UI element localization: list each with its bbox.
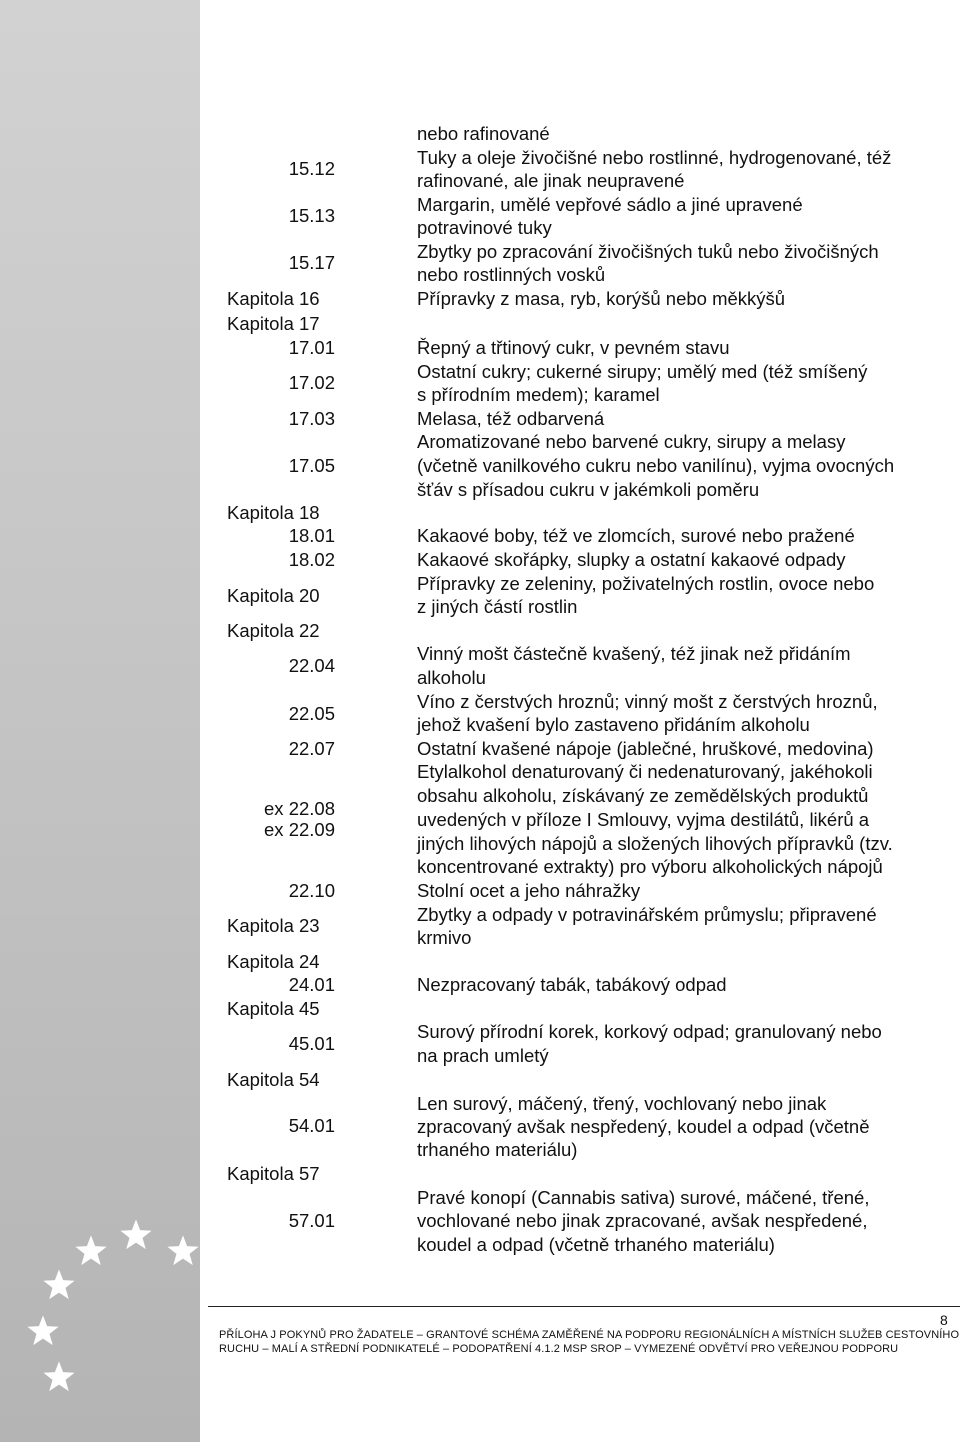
item-description: Melasa, též odbarvená bbox=[417, 408, 605, 429]
item-description: Zbytky a odpady v potravinářském průmyslu; připravené bbox=[417, 904, 877, 925]
item-code: 22.07 bbox=[288, 738, 335, 759]
chapter-heading: Kapitola 22 bbox=[227, 620, 320, 641]
item-description: z jiných částí rostlin bbox=[417, 596, 578, 617]
star-icon bbox=[26, 1314, 60, 1348]
item-description: potravinové tuky bbox=[417, 217, 552, 238]
item-code: ex 22.09 bbox=[264, 819, 335, 840]
item-description: Margarin, umělé vepřové sádlo a jiné upravené bbox=[417, 194, 803, 215]
item-description: Etylalkohol denaturovaný či nedenaturovaný, jakéhokoli bbox=[417, 761, 873, 782]
item-description: obsahu alkoholu, získávaný ze zemědělských produktů bbox=[417, 785, 869, 806]
item-description: Len surový, máčený, třený, vochlovaný nebo jinak bbox=[417, 1093, 827, 1114]
page-number: 8 bbox=[940, 1312, 948, 1328]
item-code: 17.02 bbox=[288, 372, 335, 393]
item-description: Řepný a třtinový cukr, v pevném stavu bbox=[417, 337, 730, 358]
star-icon bbox=[119, 1218, 153, 1252]
item-description: Kakaové skořápky, slupky a ostatní kakaové odpady bbox=[417, 549, 846, 570]
item-code: 24.01 bbox=[288, 974, 335, 995]
star-icon bbox=[74, 1234, 108, 1268]
item-description: rafinované, ale jinak neupravené bbox=[417, 170, 685, 191]
item-description: Vinný mošt částečně kvašený, též jinak než přidáním bbox=[417, 643, 851, 664]
item-code: 18.01 bbox=[288, 525, 335, 546]
item-description: s přírodním medem); karamel bbox=[417, 384, 660, 405]
chapter-heading: Kapitola 16 bbox=[227, 288, 320, 309]
item-description: zpracovaný avšak nespředený, koudel a odpad (včetně bbox=[417, 1116, 870, 1137]
star-icon bbox=[166, 1234, 200, 1268]
item-code: 22.04 bbox=[288, 655, 335, 676]
chapter-heading: Kapitola 24 bbox=[227, 951, 320, 972]
chapter-heading: Kapitola 57 bbox=[227, 1163, 320, 1184]
item-description: trhaného materiálu) bbox=[417, 1139, 578, 1160]
chapter-heading: Kapitola 20 bbox=[227, 585, 320, 606]
item-code: ex 22.08 bbox=[264, 798, 335, 819]
item-description: nebo rafinované bbox=[417, 123, 550, 144]
item-description: šťáv s přísadou cukru v jakémkoli poměru bbox=[417, 479, 760, 500]
item-description: Pravé konopí (Cannabis sativa) surové, máčené, třené, bbox=[417, 1187, 870, 1208]
item-description: Přípravky z masa, ryb, korýšů nebo měkkýšů bbox=[417, 288, 786, 309]
footer-divider bbox=[208, 1306, 960, 1307]
item-code: 15.17 bbox=[288, 252, 335, 273]
item-description: Aromatizované nebo barvené cukry, sirupy a melasy bbox=[417, 431, 846, 452]
item-code: 22.10 bbox=[288, 880, 335, 901]
item-code: 22.05 bbox=[288, 703, 335, 724]
item-description: Nezpracovaný tabák, tabákový odpad bbox=[417, 974, 727, 995]
star-icon bbox=[42, 1360, 76, 1394]
item-code: 45.01 bbox=[288, 1033, 335, 1054]
item-description: Stolní ocet a jeho náhražky bbox=[417, 880, 641, 901]
chapter-heading: Kapitola 45 bbox=[227, 998, 320, 1019]
item-description: jiných lihových nápojů a složených lihových přípravků (tzv. bbox=[417, 833, 893, 854]
item-description: koncentrované extrakty) pro výboru alkoholických nápojů bbox=[417, 856, 883, 877]
star-icon bbox=[42, 1268, 76, 1302]
item-description: Zbytky po zpracování živočišných tuků nebo živočišných bbox=[417, 241, 879, 262]
item-description: Ostatní kvašené nápoje (jablečné, hruškové, medovina) bbox=[417, 738, 874, 759]
item-description: uvedených v příloze I Smlouvy, vyjma destilátů, likérů a bbox=[417, 809, 870, 830]
item-code: 54.01 bbox=[288, 1115, 335, 1136]
item-description: vochlované nebo jinak zpracované, avšak nespředené, bbox=[417, 1210, 868, 1231]
chapter-heading: Kapitola 54 bbox=[227, 1069, 320, 1090]
item-description: Víno z čerstvých hroznů; vinný mošt z čerstvých hroznů, bbox=[417, 691, 878, 712]
item-code: 15.13 bbox=[288, 205, 335, 226]
item-description: koudel a odpad (včetně trhaného materiálu) bbox=[417, 1234, 775, 1255]
item-description: Ostatní cukry; cukerné sirupy; umělý med (též smíšený bbox=[417, 361, 868, 382]
item-description: nebo rostlinných vosků bbox=[417, 264, 606, 285]
item-description: alkoholu bbox=[417, 667, 486, 688]
item-code: 17.05 bbox=[288, 455, 335, 476]
item-description: (včetně vanilkového cukru nebo vanilínu), vyjma ovocných bbox=[417, 455, 895, 476]
chapter-heading: Kapitola 23 bbox=[227, 915, 320, 936]
item-description: jehož kvašení bylo zastaveno přidáním alkoholu bbox=[417, 714, 810, 735]
item-description: Surový přírodní korek, korkový odpad; granulovaný nebo bbox=[417, 1021, 882, 1042]
footer-text-line: RUCHU – MALÍ A STŘEDNÍ PODNIKATELÉ – PODOPATŘENÍ 4.1.2 MSP SROP – VYMEZENÉ ODVĚTVÍ PRO VEŘEJNOU PODPORU bbox=[219, 1343, 899, 1355]
item-description: Tuky a oleje živočišné nebo rostlinné, hydrogenované, též bbox=[417, 147, 892, 168]
sidebar-decoration bbox=[0, 0, 200, 1442]
item-description: na prach umletý bbox=[417, 1045, 549, 1066]
chapter-heading: Kapitola 17 bbox=[227, 313, 320, 334]
item-description: Kakaové boby, též ve zlomcích, surové nebo pražené bbox=[417, 525, 855, 546]
chapter-heading: Kapitola 18 bbox=[227, 502, 320, 523]
item-code: 17.01 bbox=[288, 337, 335, 358]
item-code: 57.01 bbox=[288, 1210, 335, 1231]
footer-text-line: PŘÍLOHA J POKYNŮ PRO ŽADATELE – GRANTOVÉ SCHÉMA ZAMĚŘENÉ NA PODPORU REGIONÁLNÍCH A MÍSTNÍCH SLUŽEB CESTOVNÍHO bbox=[219, 1329, 960, 1341]
item-description: Přípravky ze zeleniny, poživatelných rostlin, ovoce nebo bbox=[417, 573, 875, 594]
item-code: 15.12 bbox=[288, 158, 335, 179]
item-code: 18.02 bbox=[288, 549, 335, 570]
item-description: krmivo bbox=[417, 927, 472, 948]
item-code: 17.03 bbox=[288, 408, 335, 429]
